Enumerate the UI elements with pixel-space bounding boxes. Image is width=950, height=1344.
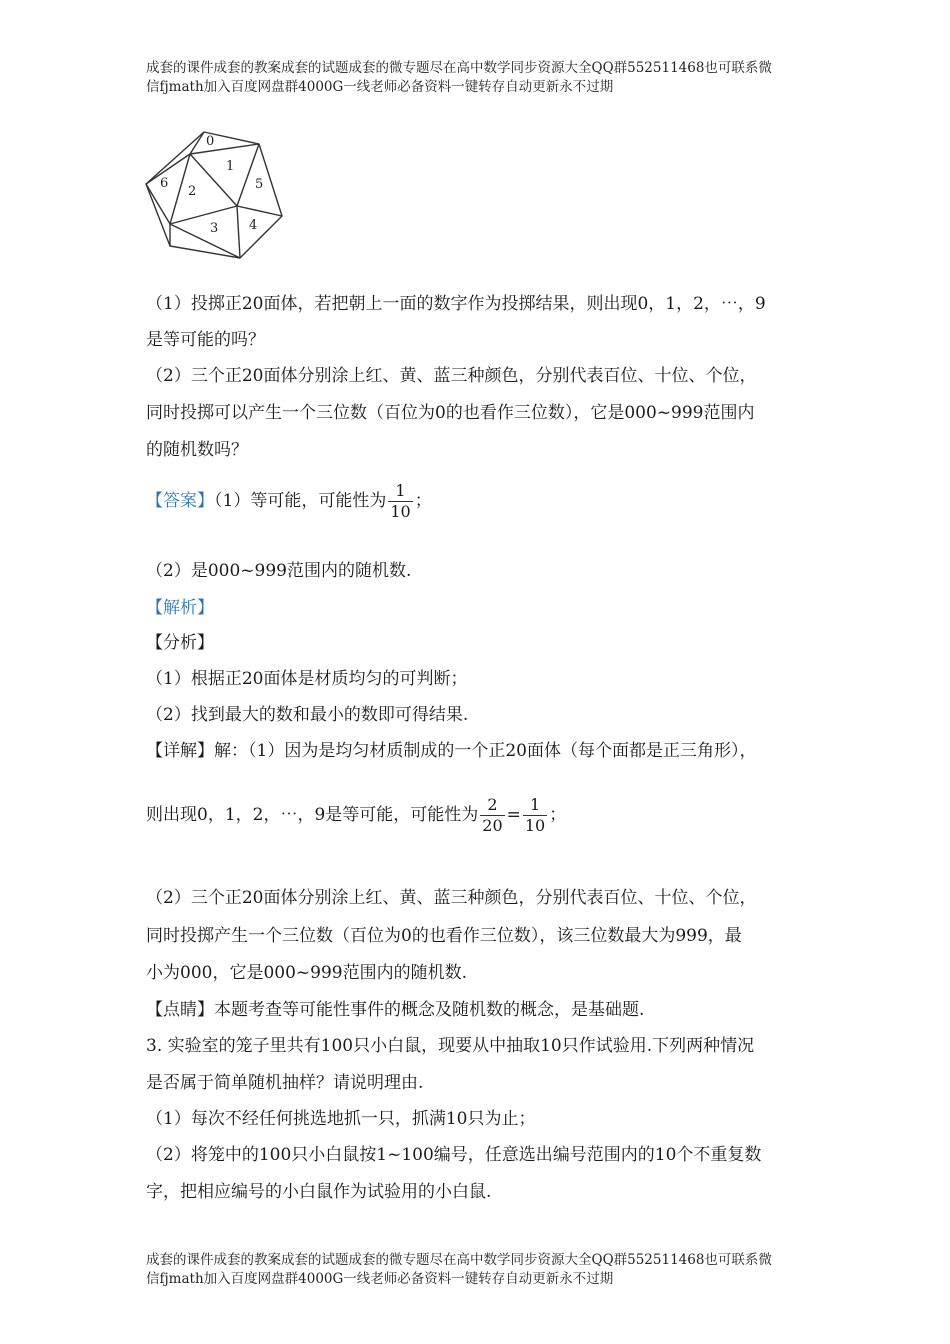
- header-line-1: 成套的课件成套的教案成套的试题成套的微专题尽在高中数学同步资源大全QQ群552511468也可联系微: [146, 60, 772, 76]
- answer-line-2: （2）是000~999范围内的随机数.: [146, 561, 412, 581]
- detail-2-line-2: 同时投掷产生一个三位数（百位为0的也看作三位数），该三位数最大为999，最: [146, 926, 742, 946]
- q3-line-4: （2）将笼中的100只小白鼠按1~100编号，任意选出编号范围内的10个不重复数: [146, 1145, 762, 1165]
- q2-part2-line2: 同时投掷可以产生一个三位数（百位为0的也看作三位数），它是000~999范围内: [146, 403, 755, 423]
- equals-sign: =: [506, 805, 521, 825]
- fraction-1-10-denominator: 10: [524, 816, 546, 835]
- q3-line-5: 字，把相应编号的小白鼠作为试验用的小白鼠.: [146, 1182, 492, 1202]
- face-label-3: 3: [210, 221, 219, 236]
- analysis-point-1: （1）根据正20面体是材质均匀的可判断；: [146, 669, 468, 689]
- detail-line-2-end: ；: [549, 805, 567, 825]
- fraction-2-20: [480, 795, 504, 836]
- footer-line-1: 成套的课件成套的教案成套的试题成套的微专题尽在高中数学同步资源大全QQ群552511468也可联系微: [146, 1252, 772, 1268]
- page-footer: [146, 1251, 816, 1289]
- q3-line-2: 是否属于简单随机抽样？请说明理由.: [146, 1073, 424, 1093]
- detail-2-line-1: （2）三个正20面体分别涂上红、黄、蓝三种颜色，分别代表百位、十位、个位，: [146, 888, 757, 908]
- footer-line-2: 信fjmath加入百度网盘群4000G一线老师必备资料一键转存自动更新永不过期: [146, 1271, 614, 1287]
- answer-fraction-denominator: 10: [390, 502, 411, 521]
- face-label-1: 1: [226, 159, 235, 174]
- detail-line-2: [146, 795, 566, 836]
- answer-fraction-numerator: 1: [388, 481, 412, 502]
- analysis-point-2: （2）找到最大的数和最小的数即可得结果.: [146, 705, 469, 725]
- face-label-0: 0: [206, 134, 215, 149]
- detail-2-line-3: 小为000，它是000~999范围内的随机数.: [146, 963, 467, 983]
- face-label-6: 6: [160, 176, 169, 191]
- page-header: [146, 59, 816, 97]
- q2-part2-line1: （2）三个正20面体分别涂上红、黄、蓝三种颜色，分别代表百位、十位、个位，: [146, 366, 757, 386]
- q2-part1-line1: （1）投掷正20面体，若把朝上一面的数字作为投掷结果，则出现0，1，2，⋯，9: [146, 294, 766, 314]
- detail-line-1: 【详解】解：（1）因为是均匀材质制成的一个正20面体（每个面都是正三角形），: [146, 741, 757, 761]
- fraction-2-20-denominator: 20: [482, 816, 503, 835]
- fraction-1-10-numerator: 1: [523, 795, 547, 816]
- analysis-tag: 【解析】: [146, 598, 214, 618]
- icosahedron-figure: [142, 128, 292, 268]
- detail-line-2-text: 则出现0，1，2，⋯，9是等可能，可能性为: [146, 805, 479, 825]
- header-line-2: 信fjmath加入百度网盘群4000G一线老师必备资料一键转存自动更新永不过期: [146, 79, 614, 95]
- q3-line-1: 3. 实验室的笼子里共有100只小白鼠，现要从中抽取10只作试验用.下列两种情况: [146, 1036, 755, 1056]
- answer-1-end: ；: [414, 491, 432, 511]
- answer-line-1: [146, 481, 432, 522]
- answer-tag: 【答案】: [146, 491, 214, 511]
- q2-part1-line2: 是等可能的吗？: [146, 330, 265, 350]
- face-label-5: 5: [255, 177, 264, 192]
- q2-part2-line3: 的随机数吗？: [146, 440, 248, 460]
- q3-line-3: （1）每次不经任何挑选地抓一只，抓满10只为止；: [146, 1109, 536, 1129]
- fraction-2-20-numerator: 2: [480, 795, 504, 816]
- analysis-heading: 【分析】: [146, 633, 214, 653]
- face-label-4: 4: [249, 218, 258, 233]
- answer-fraction: [388, 481, 412, 522]
- fraction-1-10: [523, 795, 547, 836]
- answer-1-text: （1）等可能，可能性为: [214, 491, 387, 511]
- dianjing-comment: 【点睛】本题考查等可能性事件的概念及随机数的概念，是基础题.: [146, 1000, 645, 1020]
- face-label-2: 2: [188, 184, 197, 199]
